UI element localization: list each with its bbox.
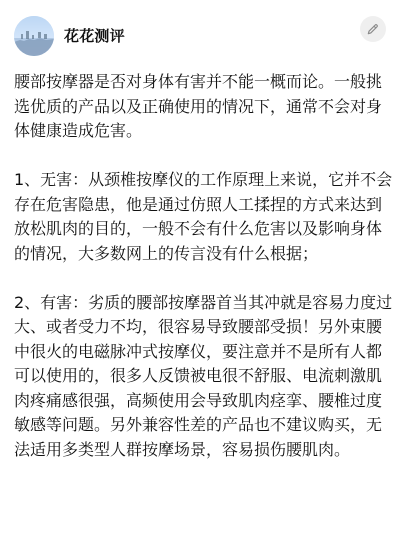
paragraph-harmful: 2、有害：劣质的腰部按摩器首当其冲就是容易力度过大、或者受力不均，很容易导致腰部受损！另外束腰中很火的电磁脉冲式按摩仪，要注意并不是所有人都可以使用的，很多人反馈被电很不舒服、电流刺激肌肉疼痛感很强，高频使用会导致肌肉痉挛、腰椎过度敏感等问题。另外兼容性差的产品也不建议购买，无法适用多类型人群按摩场景，容易损伤腰肌肉。 — [14, 292, 393, 459]
edit-button[interactable] — [360, 16, 386, 42]
paragraph-harmless: 1、无害：从颈椎按摩仪的工作原理上来说，它并不会存在危害隐患，他是通过仿照人工揉捏的方式来达到放松肌肉的目的，一般不会有什么危害以及影响身体的情况，大多数网上的传言没有什么根据； — [14, 170, 393, 263]
post-header — [14, 0, 396, 68]
avatar-landscape-icon — [14, 16, 54, 56]
post-content — [14, 70, 396, 462]
pencil-icon — [366, 22, 380, 36]
paragraph-intro: 腰部按摩器是否对身体有害并不能一概而论。一般挑选优质的产品以及正确使用的情况下，通常不会对身体健康造成危害。 — [14, 72, 383, 140]
author-name[interactable]: 花花测评 — [64, 26, 125, 45]
avatar[interactable] — [14, 16, 54, 56]
